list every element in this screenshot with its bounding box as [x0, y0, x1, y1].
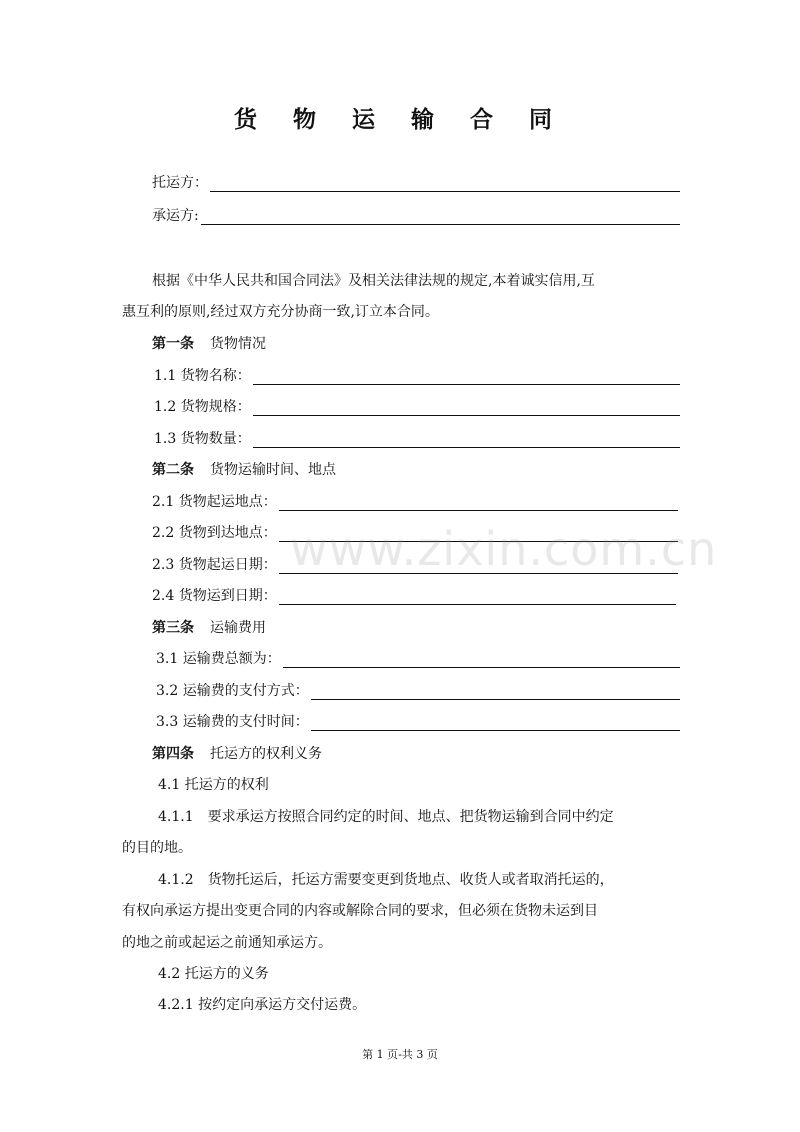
shipper-blank[interactable]: [210, 176, 680, 192]
freight-total-blank[interactable]: [283, 652, 680, 668]
clause-4-1-2-line-1: 4.1.2 货物托运后，托运方需要变更到货地点、收货人或者取消托运的，: [158, 872, 614, 888]
goods-quantity-label: 1.3 货物数量：: [154, 431, 251, 447]
freight-total-label: 3.1 运输费总额为：: [156, 651, 281, 667]
article-3-title: 运输费用: [210, 620, 266, 636]
watermark: www.zixin.com.cn: [290, 522, 718, 576]
clause-4-1-2-line-3: 的地之前或起运之前通知承运方。: [122, 935, 332, 951]
page-footer: 第 1 页-共 3 页: [362, 1048, 438, 1061]
origin-label: 2.1 货物起运地点：: [152, 494, 277, 510]
goods-name-label: 1.1 货物名称：: [154, 368, 251, 384]
article-1-title: 货物情况: [210, 336, 266, 352]
intro-line-2: 惠互利的原则,经过双方充分协商一致,订立本合同。: [122, 304, 439, 320]
arrival-date-blank[interactable]: [279, 589, 676, 605]
goods-spec-label: 1.2 货物规格：: [154, 399, 251, 415]
origin-line: [152, 493, 678, 511]
article-4-heading: [152, 745, 322, 763]
payment-method-label: 3.2 运输费的支付方式：: [156, 683, 309, 699]
shipper-rights-heading: 4.1 托运方的权利: [158, 777, 269, 793]
goods-quantity-blank[interactable]: [253, 432, 680, 448]
goods-spec-blank[interactable]: [253, 400, 680, 416]
payment-time-label: 3.3 运输费的支付时间：: [156, 714, 309, 730]
clause-4-2-1: 4.2.1 按约定向承运方交付运费。: [158, 997, 367, 1013]
goods-name-blank[interactable]: [253, 369, 680, 385]
payment-time-blank[interactable]: [311, 715, 680, 731]
article-2-title: 货物运输时间、地点: [210, 462, 336, 478]
article-2-heading: [152, 461, 336, 479]
article-3-number: 第三条: [152, 620, 194, 636]
origin-blank[interactable]: [279, 495, 678, 511]
goods-quantity-line: [154, 430, 680, 448]
goods-spec-line: [154, 398, 680, 416]
freight-total-line: [156, 650, 680, 668]
payment-method-line: [156, 682, 680, 700]
clause-4-1-1-line-2: 的目的地。: [122, 840, 192, 856]
clause-4-1-1-line-1: 4.1.1 要求承运方按照合同约定的时间、地点、把货物运输到合同中约定: [158, 809, 614, 825]
article-4-number: 第四条: [152, 746, 194, 762]
arrival-date-label: 2.4 货物运到日期：: [152, 588, 277, 604]
carrier-blank[interactable]: [201, 209, 680, 225]
arrival-date-line: [152, 587, 676, 605]
carrier-line: [152, 207, 680, 225]
clause-4-1-2-line-2: 有权向承运方提出变更合同的内容或解除合同的要求，但必须在货物未运到目: [122, 903, 598, 919]
article-4-title: 托运方的权利义务: [210, 746, 322, 762]
shipper-line: [152, 174, 680, 192]
goods-name-line: [154, 367, 680, 385]
article-1-heading: [152, 335, 266, 353]
shipper-obligations-heading: 4.2 托运方的义务: [158, 966, 269, 982]
carrier-label: 承运方:: [152, 208, 199, 224]
article-1-number: 第一条: [152, 336, 194, 352]
payment-time-line: [156, 713, 680, 731]
departure-date-label: 2.3 货物起运日期：: [152, 557, 277, 573]
document-title: 货 物 运 输 合 同: [233, 107, 567, 133]
article-2-number: 第二条: [152, 462, 194, 478]
intro-line-1: 根据《中华人民共和国合同法》及相关法律法规的规定,本着诚实信用,互: [152, 273, 595, 289]
article-3-heading: [152, 619, 266, 637]
destination-label: 2.2 货物到达地点：: [152, 525, 277, 541]
shipper-label: 托运方：: [152, 175, 208, 191]
payment-method-blank[interactable]: [311, 684, 680, 700]
